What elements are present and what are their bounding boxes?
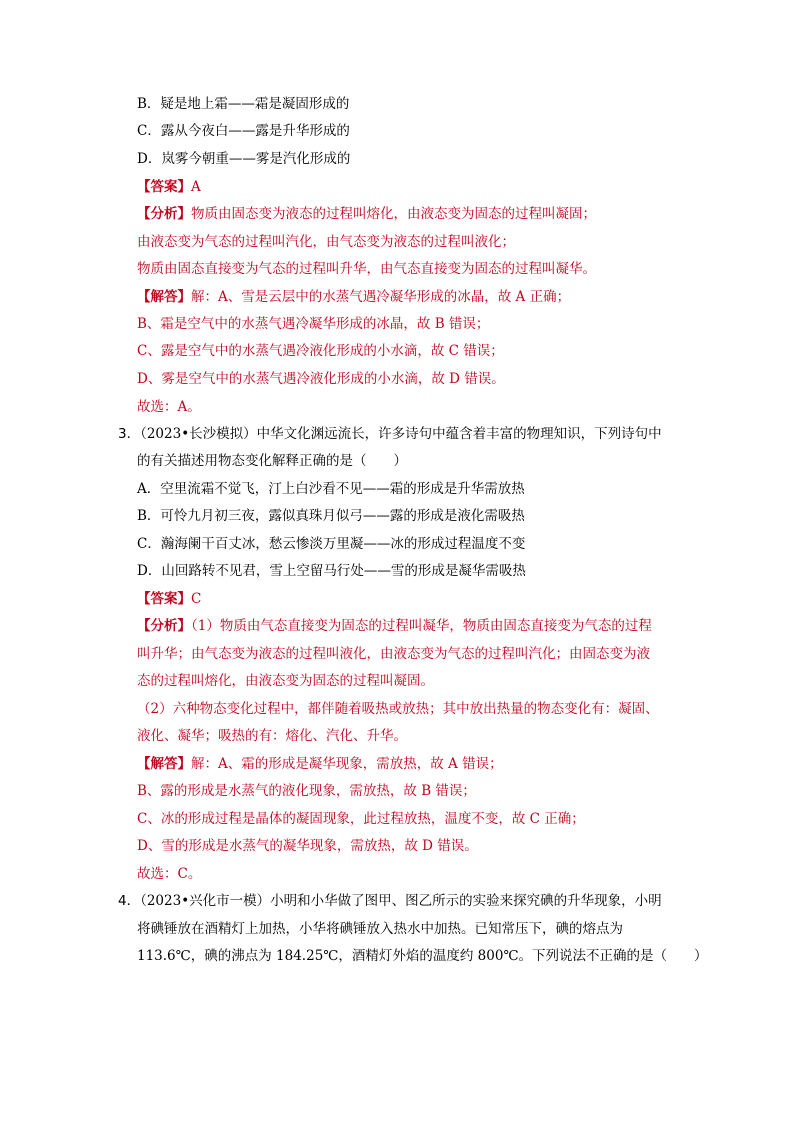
q4-stem-line-2: 将碘锤放在酒精灯上加热，小华将碘锤放入热水中加热。已知常压下，碘的熔点为 [137,921,623,937]
prev-analysis-line-3: 物质由固态直接变为气态的过程叫升华，由气态直接变为固态的过程叫凝华。 [137,261,596,277]
solution-tag: 【解答】 [137,756,191,772]
q3-number: 3． [118,426,141,442]
answer-value: A [191,179,201,195]
analysis-text: （1）物质由气态直接变为固态的过程叫凝华，物质由固态直接变为气态的过程 [191,618,652,634]
prev-choice: 故选：A。 [137,399,201,415]
q3-analysis-line-2: 叫升华；由气态变为液态的过程叫液化，由液态变为气态的过程叫汽化；由固态变为液 [137,646,650,662]
analysis-text: 物质由固态变为液态的过程叫熔化，由液态变为固态的过程叫凝固； [191,206,596,222]
answer-tag: 【答案】 [137,179,191,195]
q3-stem-text: （2023•长沙模拟）中华文化渊远流长，许多诗句中蕴含着丰富的物理知识，下列诗句中 [140,426,662,442]
prev-solution-line-1 [137,288,570,306]
q3-option-c: C．瀚海阑干百丈冰，愁云惨淡万里凝——冰的形成过程温度不变 [137,536,526,552]
answer-tag: 【答案】 [137,591,191,607]
q3-stem-line-2: 的有关描述用物态变化解释正确的是（ ） [137,453,407,469]
q3-solution-line-2: B、露的形成是水蒸气的液化现象，需放热，故 B 错误； [137,783,476,799]
analysis-tag: 【分析】 [137,206,191,222]
prev-solution-line-3: C、露是空气中的水蒸气遇冷液化形成的小水滴，故 C 错误； [137,343,504,359]
prev-option-d: D．岚雾今朝重——雾是汽化形成的 [137,151,351,167]
q3-analysis-line-1 [137,617,652,635]
q4-stem-line-1 [118,892,662,910]
prev-solution-line-2: B、霜是空气中的水蒸气遇冷凝华形成的冰晶，故 B 错误； [137,316,490,332]
q3-solution-line-4: D、雪的形成是水蒸气的凝华现象，需放热，故 D 错误。 [137,838,478,854]
answer-value: C [191,591,202,607]
solution-text: 解：A、雪是云层中的水蒸气遇冷凝华形成的冰晶，故 A 正确； [191,289,571,305]
analysis-tag: 【分析】 [137,618,191,634]
q3-solution-line-1 [137,755,503,773]
q3-answer [137,590,201,608]
q4-stem-line-3: 113.6℃，碘的沸点为 184.25℃，酒精灯外焰的温度约 800℃。下列说法不正确的是（ ） [137,948,708,964]
q3-analysis-line-5: 液化、凝华；吸热的有：熔化、汽化、升华。 [137,728,407,744]
prev-analysis-line-2: 由液态变为气态的过程叫汽化，由气态变为液态的过程叫液化； [137,234,515,250]
prev-answer [137,178,201,196]
q4-stem-text: （2023•兴化市一模）小明和小华做了图甲、图乙所示的实验来探究碘的升华现象，小明 [140,893,662,909]
q3-analysis-line-3: 态的过程叫熔化，由液态变为固态的过程叫凝固。 [137,673,434,689]
solution-tag: 【解答】 [137,289,191,305]
prev-option-b: B．疑是地上霜——霜是凝固形成的 [137,96,350,112]
prev-solution-line-4: D、雾是空气中的水蒸气遇冷液化形成的小水滴，故 D 错误。 [137,371,505,387]
q3-stem-line-1 [118,425,662,443]
q3-analysis-line-4: （2）六种物态变化过程中，都伴随着吸热或放热；其中放出热量的物态变化有：凝固、 [137,701,659,717]
q3-option-a: A．空里流霜不觉飞，汀上白沙看不见——霜的形成是升华需放热 [137,481,525,497]
q3-option-b: B．可怜九月初三夜，露似真珠月似弓——露的形成是液化需吸热 [137,508,525,524]
q3-choice: 故选：C。 [137,866,202,882]
q3-solution-line-3: C、冰的形成过程是晶体的凝固现象，此过程放热，温度不变，故 C 正确； [137,811,585,827]
solution-text: 解：A、霜的形成是凝华现象，需放热，故 A 错误； [191,756,503,772]
q3-option-d: D．山回路转不见君，雪上空留马行处——雪的形成是凝华需吸热 [137,563,526,579]
prev-option-c: C．露从今夜白——露是升华形成的 [137,123,350,139]
q4-number: 4． [118,893,141,909]
prev-analysis-line-1 [137,205,596,223]
